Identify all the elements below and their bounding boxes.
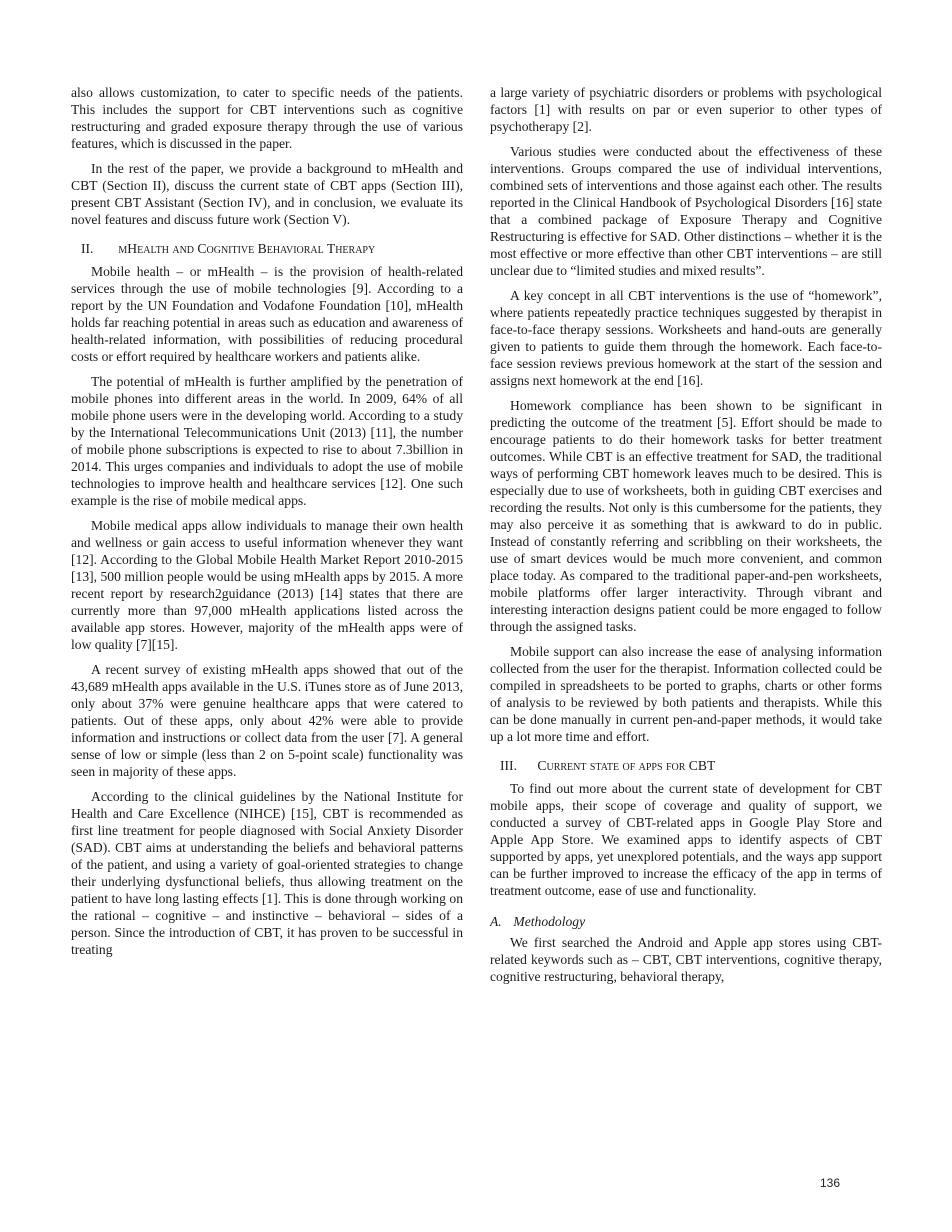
section-heading-iii [490,757,882,774]
section-title: Current state of apps for CBT [537,758,716,773]
paragraph-mhealth-potential: The potential of mHealth is further amplified by the penetration of mobile phones into different areas in the world. In 2009, 64% of all mobile phone users were in the developing world. According to a study by the International Telecommunications Unit (2013) [11], the number of mobile phone subscriptions is expected to rise to about 7.3billion in 2014. This urges companies and individuals to adopt the use of mobile technologies to improve health and healthcare services [12]. One such example is the rise of mobile medical apps. [71,374,463,508]
paragraph-intervention-studies: Various studies were conducted about the effectiveness of these interventions. Groups compared the use of individual interventions, combined sets of interventions and those against each other. The results reported in the Clinical Handbook of Psychological Disorders [16] state that a combined package of Exposure Therapy and Cognitive Restructuring is effective for SAD. Other distinctions – whether it is the most effective or more effective than other CBT interventions – are still unclear due to “limited studies and mixed results”. [490,144,882,278]
subsection-title: Methodology [513,914,586,929]
paragraph-mobile-medical-apps: Mobile medical apps allow individuals to manage their own health and wellness or gain access to useful information whenever they want [12]. According to the Global Mobile Health Market Report 2010-2015 [13], 500 million people would be using mHealth apps by 2015. A more recent report by research2guidance (2013) [14] states that there are currently more than 97,000 mHealth applications listed across the available app stores. However, majority of the mHealth apps were of low quality [7][15]. [71,518,463,652]
paragraph-intro-continuation: also allows customization, to cater to specific needs of the patients. This includes the support for CBT interventions such as cognitive restructuring and graded exposure therapy through the use of various features, which is discussed in the paper. [71,85,463,151]
paragraph-paper-outline: In the rest of the paper, we provide a background to mHealth and CBT (Section II), discuss the current state of CBT apps (Section III), present CBT Assistant (Section IV), and in conclusion, we evaluate its novel features and discuss future work (Section V). [71,161,463,227]
section-number: III. [500,758,517,773]
page-number: 136 [820,1176,841,1190]
paragraph-cbt-success-continuation: a large variety of psychiatric disorders or problems with psychological factors [1] with results on par or even superior to other types of psychotherapy [2]. [490,85,882,134]
paragraph-mobile-support: Mobile support can also increase the ease of analysing information collected from the user for the therapist. Information collected could be compiled in spreadsheets to be ported to graphs, charts or other forms of analysis to be reviewed by both patients and therapists. While this can be done manually in current pen-and-paper methods, it would take up a lot more time and effort. [490,644,882,744]
paragraph-mhealth-survey: A recent survey of existing mHealth apps showed that out of the 43,689 mHealth apps available in the U.S. iTunes store as of June 2013, only about 37% were genuine healthcare apps that were catered to patients. Out of these apps, only about 42% were able to provide information and instructions or collect data from the user [7]. A general sense of low or simple (less than 2 on 5-point scale) functionality was seen in majority of these apps. [71,662,463,779]
paragraph-homework-compliance: Homework compliance has been shown to be significant in predicting the outcome of the treatment [5]. Effort should be made to encourage patients to do their homework tasks for better treatment outcomes. While CBT is an effective treatment for SAD, the traditional ways of performing CBT homework leaves much to be desired. This is especially due to use of worksheets, both in guiding CBT exercises and recording the results. Not only is this cumbersome for the patients, they may also perceive it as something that is awkward to do in public. Instead of constantly referring and scribbling on their worksheets, the use of smart devices would be much more convenient, and common place today. As compared to the traditional paper-and-pen worksheets, mobile platforms offer larger interactivity. Through vibrant and interesting interaction designs patient could be more engaged to follow through the assigned tasks. [490,398,882,634]
paragraph-clinical-guidelines: According to the clinical guidelines by the National Institute for Health and Care Excellence (NIHCE) [15], CBT is recommended as first line treatment for people diagnosed with Social Anxiety Disorder (SAD). CBT aims at understanding the beliefs and behavioral patterns of the patient, and using a variety of goal-oriented strategies to change their underlying dysfunctional beliefs, thus allowing treatment on the patient to have long lasting effects [1]. This is done through working on the rational – cognitive – and instinctive – behavioral – sides of a person. Since the introduction of CBT, it has proven to be successful in treating [71,789,463,957]
left-column [71,84,463,966]
section-number: II. [81,241,94,256]
section-title: mHealth and Cognitive Behavioral Therapy [118,241,376,256]
paragraph-mhealth-definition: Mobile health – or mHealth – is the provision of health-related services through the use of mobile technologies [9]. According to a report by the UN Foundation and Vodafone Foundation [10], mHealth holds far reaching potential in areas such as education and awareness of health-related information, with possibilities of reducing procedural costs or effort required by healthcare workers and patients alike. [71,264,463,364]
paragraph-methodology: We first searched the Android and Apple app stores using CBT-related keywords such as – CBT, CBT interventions, cognitive therapy, cognitive restructuring, behavioral therapy, [490,935,882,984]
right-column [490,84,882,993]
subsection-heading-methodology [490,913,882,930]
section-heading-ii [71,240,463,257]
paragraph-homework-concept: A key concept in all CBT interventions is the use of “homework”, where patients repeatedly practice techniques suggested by therapist in face-to-face therapy sessions. Worksheets and hand-outs are generally given to patients to guide them through the homework. Each face-to-face session reviews previous homework at the start of the session and assigns next homework at the end [16]. [490,288,882,388]
subsection-number: A. [490,914,502,929]
paragraph-survey-intro: To find out more about the current state of development for CBT mobile apps, their scope of coverage and quality of support, we conducted a survey of CBT-related apps in Google Play Store and Apple App Store. We examined apps to identify aspects of CBT supported by apps, yet unexplored potentials, and the ways app support can be further improved to increase the efficacy of the app in terms of treatment outcome, ease of use and functionality. [490,781,882,898]
